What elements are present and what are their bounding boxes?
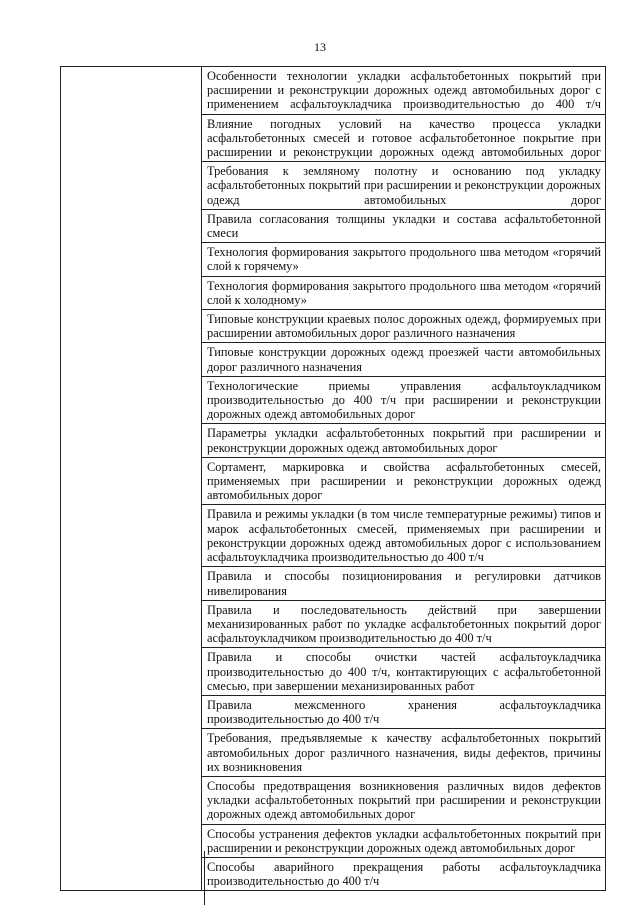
- table-cell: [202, 376, 606, 424]
- cell-text: Технологические приемы управления асфальтоукладчиком производительностью до 400 т/ч при расширении и реконструкции дорожных одежд автомобильных дорог: [207, 378, 601, 422]
- page-number: 13: [314, 40, 326, 54]
- table-cell: [202, 67, 606, 115]
- cell-text: Требования, предъявляемые к качеству асфальтобетонных покрытий автомобильных дорог различного назначения, виды дефектов, причины их возникновения: [207, 731, 601, 774]
- table-cell: [202, 457, 606, 505]
- cell-text: Технология формирования закрытого продольного шва методом «горячий слой к холодному»: [207, 278, 601, 307]
- cell-text: Влияние погодных условий на качество процесса укладки асфальтобетонных смесей и готовое асфальтобетонное покрытие при расширении и реконструкции дорожных одежд автомобильных дорог: [207, 116, 601, 160]
- table-cell: [202, 310, 606, 343]
- table-cell: [202, 276, 606, 309]
- cell-text: Способы устранения дефектов укладки асфальтобетонных покрытий при расширении и реконструкции дорожных одежд автомобильных дорог: [207, 826, 601, 855]
- cell-text: Особенности технологии укладки асфальтобетонных покрытий при расширении и реконструкции дорожных одежд автомобильных дорог с применением асфальтоукладчика производительностью до 400 т/ч: [207, 69, 601, 112]
- table-cell: [202, 209, 606, 242]
- left-merged-cell: [61, 67, 202, 891]
- table-cell: [202, 776, 606, 824]
- column-divider-continuation: [204, 851, 205, 905]
- cell-text: Требования к земляному полотну и основанию под укладку асфальтобетонных покрытий при расширении и реконструкции дорожных одежд автомобильных дорог: [207, 164, 601, 207]
- table-cell: [202, 600, 606, 648]
- table-cell: [202, 695, 606, 728]
- cell-text: Правила согласования толщины укладки и состава асфальтобетонной смеси: [207, 211, 601, 241]
- cell-text: Параметры укладки асфальтобетонных покрытий при расширении и реконструкции дорожных одежд автомобильных дорог: [207, 426, 601, 455]
- table-cell: [202, 424, 606, 457]
- cell-text: Правила и последовательность действий при завершении механизированных работ по укладке асфальтобетонных покрытий дорог асфальтоукладчиком производительностью до 400 т/ч: [207, 602, 601, 646]
- cell-text: Правила и способы позиционирования и регулировки датчиков нивелирования: [207, 569, 601, 598]
- table-cell: [202, 243, 606, 276]
- cell-text: Технология формирования закрытого продольного шва методом «горячий слой к горячему»: [207, 245, 601, 274]
- cell-text: Способы аварийного прекращения работы асфальтоукладчика производительностью до 400 т/ч: [207, 859, 601, 889]
- requirements-table: [60, 66, 606, 891]
- table-cell: [202, 114, 606, 162]
- table-body: [61, 67, 606, 891]
- cell-text: Правила межсменного хранения асфальтоукладчика производительностью до 400 т/ч: [207, 697, 601, 727]
- cell-text: Сортамент, маркировка и свойства асфальтобетонных смесей, применяемых при расширении и реконструкции дорожных одежд автомобильных дорог: [207, 459, 601, 503]
- table-cell: [202, 648, 606, 696]
- cell-text: Типовые конструкции дорожных одежд проезжей части автомобильных дорог различного назначения: [207, 345, 601, 374]
- cell-text: Способы предотвращения возникновения различных видов дефектов укладки асфальтобетонных покрытий при расширении и реконструкции дорожных одежд автомобильных дорог: [207, 778, 601, 822]
- cell-text: Правила и способы очистки частей асфальтоукладчика производительностью до 400 т/ч, контактирующих с асфальтобетонной смесью, при завершении механизированных работ: [207, 650, 601, 693]
- table-cell: [202, 567, 606, 600]
- table-cell: [202, 343, 606, 376]
- table-row: [61, 67, 606, 115]
- table-cell: [202, 505, 606, 567]
- cell-text: Правила и режимы укладки (в том числе температурные режимы) типов и марок асфальтобетонных смесей, применяемых при расширении и реконструкции дорожных одежд автомобильных дорог с использованием асфальтоукладчика производительностью до 400 т/ч: [207, 507, 601, 565]
- cell-text: Типовые конструкции краевых полос дорожных одежд, формируемых при расширении автомобильных дорог различного назначения: [207, 312, 601, 341]
- table-cell: [202, 729, 606, 777]
- table-cell: [202, 824, 606, 857]
- table-cell: [202, 162, 606, 210]
- table-cell: [202, 857, 606, 890]
